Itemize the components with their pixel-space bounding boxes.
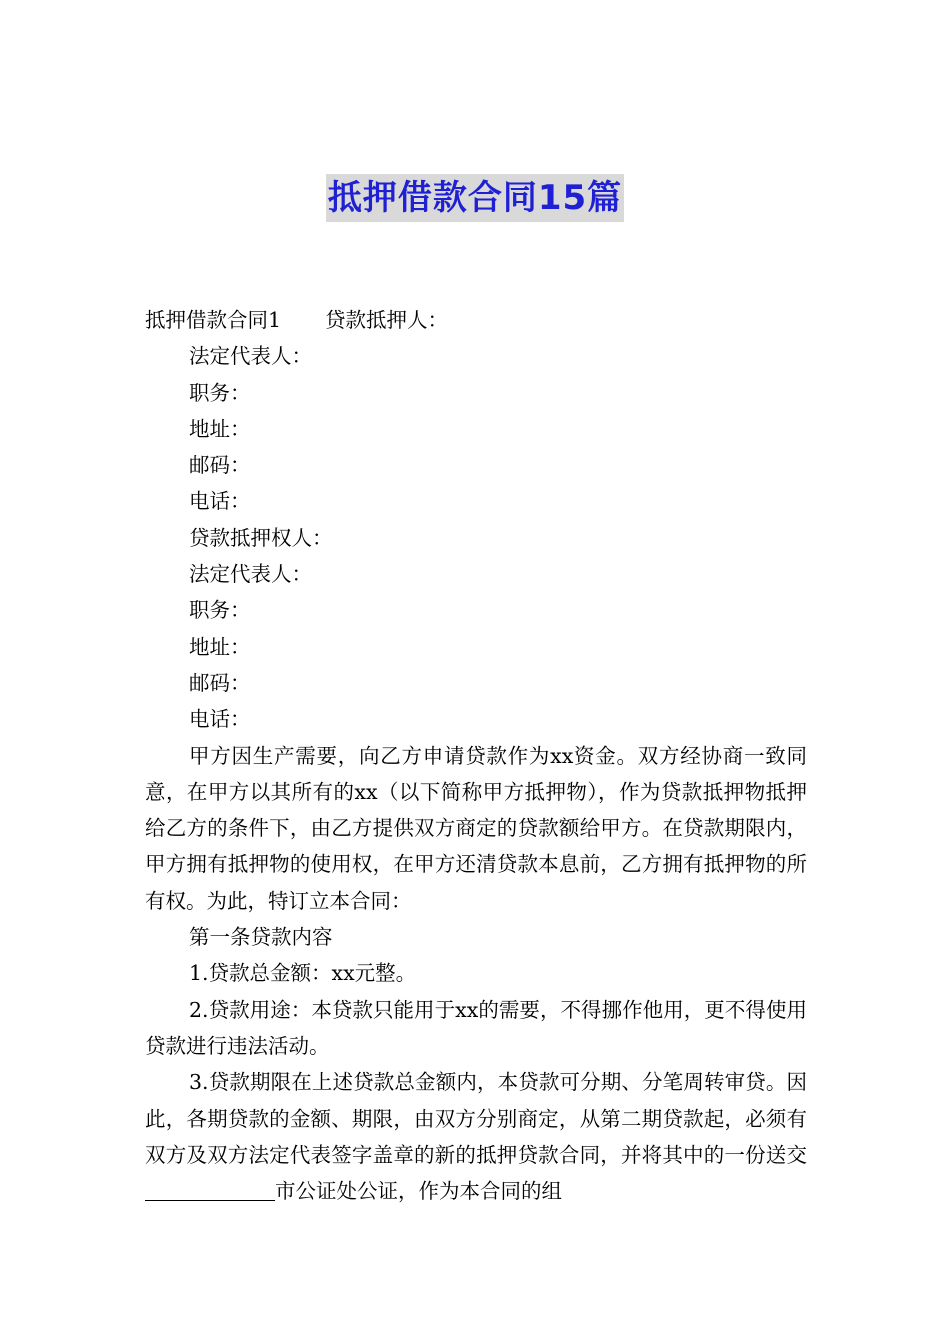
lender-field: 职务： — [189, 598, 251, 623]
borrower-field: 职务： — [189, 380, 251, 405]
article-item: 2.贷款用途：本贷款只能用于xx的需要，不得挪作他用，更不得使用贷款进行违法活动。 — [145, 997, 807, 1058]
lender-field: 电话： — [189, 707, 251, 732]
item-3-text: 3.贷款期限在上述贷款总金额内，本贷款可分期、分笔周转审贷。因此，各期贷款的金额、期限，由双方分别商定，从第二期贷款起，必须有双方及双方法定代表签字盖章的新的抵押贷款合同，并将其中的一份送交 — [145, 1070, 807, 1167]
document-title — [0, 174, 950, 222]
section-heading: 抵押借款合同1 — [145, 308, 282, 332]
borrower-field: 邮码： — [189, 453, 251, 478]
document-title-text: 抵押借款合同15篇 — [326, 174, 624, 222]
borrower-field: 法定代表人： — [189, 344, 312, 369]
lender-label: 贷款抵押权人： — [189, 525, 333, 550]
lender-field: 法定代表人： — [189, 562, 312, 587]
borrower-field: 地址： — [189, 416, 251, 441]
intro-paragraph: 甲方因生产需要，向乙方申请贷款作为xx资金。双方经协商一致同意，在甲方以其所有的xx（以下简称甲方抵押物），作为贷款抵押物抵押给乙方的条件下，由乙方提供双方商定的贷款额给甲方。在贷款期限内，甲方拥有抵押物的使用权，在甲方还清贷款本息前，乙方拥有抵押物的所有权。为此，特订立本合同： — [145, 743, 807, 913]
borrower-field: 电话： — [189, 489, 251, 514]
article-item: 1.贷款总金额：xx元整。 — [189, 961, 417, 986]
section-heading-line — [145, 302, 807, 338]
borrower-label: 贷款抵押人： — [325, 308, 449, 332]
article-item — [145, 1064, 807, 1209]
document-body — [145, 302, 807, 1209]
article-heading: 第一条贷款内容 — [189, 925, 333, 950]
lender-field: 地址： — [189, 634, 251, 659]
lender-field: 邮码： — [189, 670, 251, 695]
fill-in-blank — [145, 1178, 275, 1201]
item-3-text-continued: 市公证处公证，作为本合同的组 — [275, 1179, 562, 1204]
